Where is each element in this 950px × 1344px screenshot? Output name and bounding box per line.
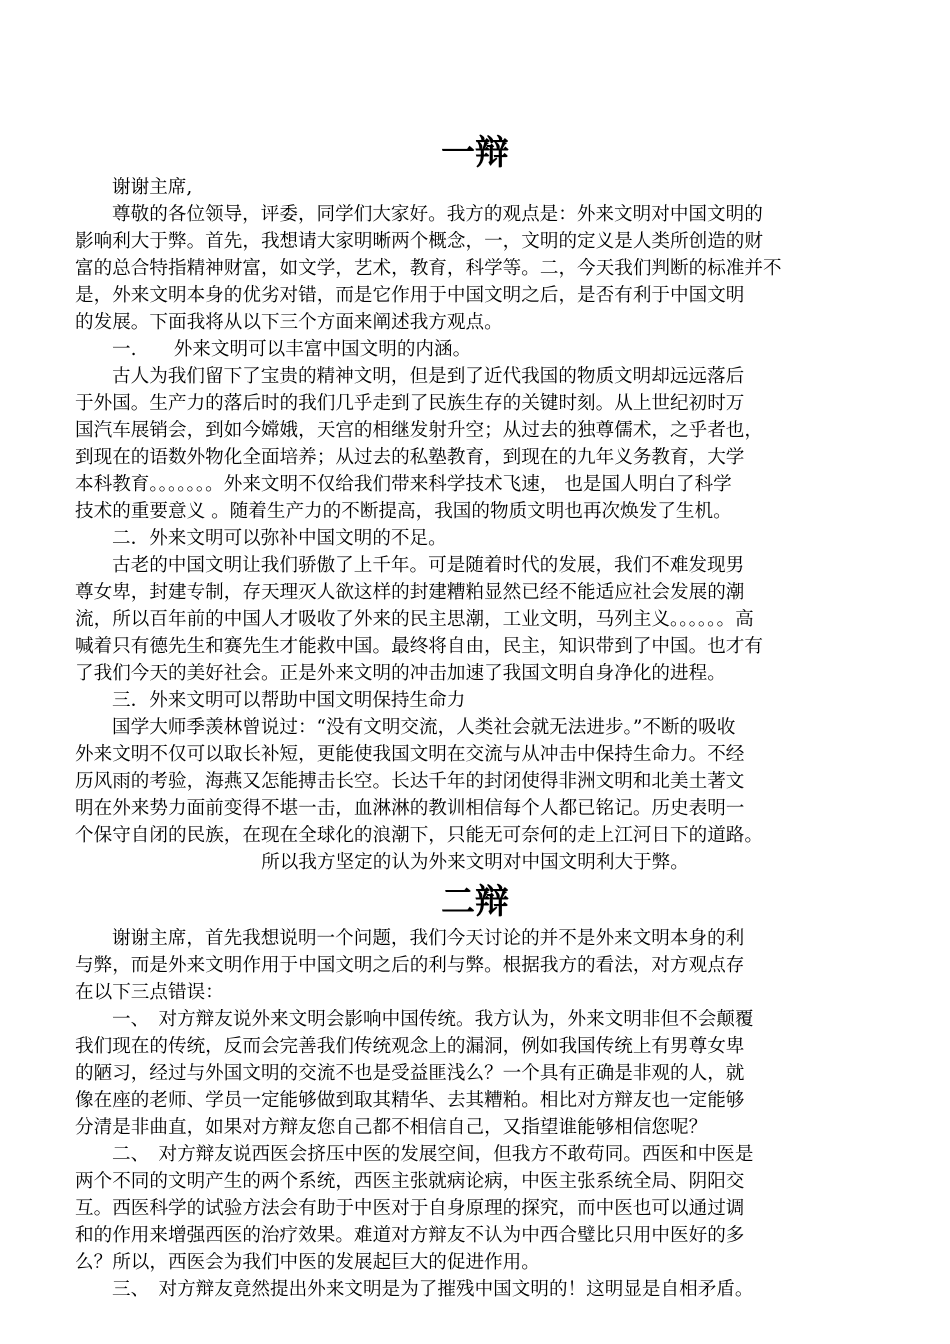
s1-conclusion: 所以我方坚定的认为外来文明对中国文明利大于弊。 — [261, 852, 689, 873]
s2-line-6: 的陋习，经过与外国文明的交流不也是受益匪浅么？一个具有正确是非观的人，就 — [75, 1063, 745, 1084]
s2-line-11: 互。西医科学的试验方法会有助于中医对于自身原理的探究，而中医也可以通过调 — [75, 1198, 745, 1219]
s1-line-22: 外来文明不仅可以取长补短，更能使我国文明在交流与从冲击中保持生命力。不经 — [75, 744, 745, 765]
s1-line-14: 二．外来文明可以弥补中国文明的不足。 — [112, 528, 447, 549]
s1-line-1: 谢谢主席, — [112, 177, 193, 198]
s1-line-15: 古老的中国文明让我们骄傲了上千年。可是随着时代的发展，我们不难发现男 — [112, 555, 745, 576]
s2-line-5: 我们现在的传统，反而会完善我们传统观念上的漏洞，例如我国传统上有男尊女卑 — [75, 1036, 745, 1057]
s1-line-18: 喊着只有德先生和赛先生才能救中国。最终将自由，民主，知识带到了中国。也才有 — [75, 636, 763, 657]
s1-line-12: 本科教育。。。。。。。外来文明不仅给我们带来科学技术飞速， 也是国人明白了科学 — [75, 474, 732, 495]
s1-line-10: 国汽车展销会，到如今嫦娥，天宫的相继发射升空；从过去的独尊儒术，之乎者也， — [75, 420, 763, 441]
s2-line-8: 分清是非曲直，如果对方辩友您自己都不相信自己，又指望谁能够相信您呢？ — [75, 1117, 708, 1138]
s1-line-13: 技术的重要意义 。随着生产力的不断提高，我国的物质文明也再次焕发了生机。 — [75, 501, 732, 522]
s2-line-3: 在以下三点错误： — [75, 982, 224, 1003]
s1-line-20: 三．外来文明可以帮助中国文明保持生命力 — [112, 690, 466, 711]
s1-line-23: 历风雨的考验，海燕又怎能搏击长空。长达千年的封闭使得非洲文明和北美土著文 — [75, 771, 745, 792]
s1-line-2: 尊敬的各位领导，评委，同学们大家好。我方的观点是：外来文明对中国文明的 — [112, 204, 763, 225]
s1-line-6: 的发展。下面我将从以下三个方面来阐述我方观点。 — [75, 312, 503, 333]
s1-line-5: 是，外来文明本身的优劣对错，而是它作用于中国文明之后，是否有利于中国文明 — [75, 285, 745, 306]
s2-line-4: 一、 对方辩友说外来文明会影响中国传统。我方认为，外来文明非但不会颠覆 — [112, 1009, 754, 1030]
s1-line-8: 古人为我们留下了宝贵的精神文明，但是到了近代我国的物质文明却远远落后 — [112, 366, 745, 387]
section-2-heading: 二辩 — [441, 882, 509, 922]
s1-line-24: 明在外来势力面前变得不堪一击，血淋淋的教训相信每个人都已铭记。历史表明一 — [75, 798, 745, 819]
s1-line-21: 国学大师季羡林曾说过：“没有文明交流，人类社会就无法进步。”不断的吸收 — [112, 717, 736, 738]
s2-line-9: 二、 对方辩友说西医会挤压中医的发展空间，但我方不敢苟同。西医和中医是 — [112, 1144, 754, 1165]
s1-line-25: 个保守自闭的民族，在现在全球化的浪潮下，只能无可奈何的走上江河日下的道路。 — [75, 825, 763, 846]
s1-line-9: 于外国。生产力的落后时的我们几乎走到了民族生存的关键时刻。从上世纪初时万 — [75, 393, 745, 414]
section-1-heading: 一辩 — [441, 133, 509, 173]
s1-line-3: 影响利大于弊。首先，我想请大家明晰两个概念，一，文明的定义是人类所创造的财 — [75, 231, 763, 252]
s2-line-1: 谢谢主席，首先我想说明一个问题，我们今天讨论的并不是外来文明本身的利 — [112, 928, 745, 949]
s2-line-7: 像在座的老师、学员一定能够做到取其精华、去其糟粕。相比对方辩友也一定能够 — [75, 1090, 745, 1111]
s2-line-13: 么？所以，西医会为我们中医的发展起巨大的促进作用。 — [75, 1252, 540, 1273]
s1-line-4: 富的总合特指精神财富，如文学，艺术，教育，科学等。二，今天我们判断的标准并不 — [75, 258, 782, 279]
s1-line-16: 尊女卑，封建专制，存天理灭人欲这样的封建糟粕显然已经不能适应社会发展的潮 — [75, 582, 745, 603]
s2-line-10: 两个不同的文明产生的两个系统，西医主张就病论病，中医主张系统全局、阴阳交 — [75, 1171, 745, 1192]
s1-line-19: 了我们今天的美好社会。正是外来文明的冲击加速了我国文明自身净化的进程。 — [75, 663, 726, 684]
s2-line-2: 与弊，而是外来文明作用于中国文明之后的利与弊。根据我方的看法，对方观点存 — [75, 955, 745, 976]
s1-line-11: 到现在的语数外物化全面培养；从过去的私塾教育，到现在的九年义务教育，大学 — [75, 447, 745, 468]
s1-line-17: 流，所以百年前的中国人才吸收了外来的民主思潮，工业文明，马列主义。。。。。。高 — [75, 609, 754, 630]
s2-line-14: 三、 对方辩友竟然提出外来文明是为了摧残中国文明的！这明显是自相矛盾。 — [112, 1279, 754, 1300]
s1-line-7: 一. 外来文明可以丰富中国文明的内涵。 — [112, 339, 472, 360]
s2-line-12: 和的作用来增强西医的治疗效果。难道对方辩友不认为中西合璧比只用中医好的多 — [75, 1225, 745, 1246]
